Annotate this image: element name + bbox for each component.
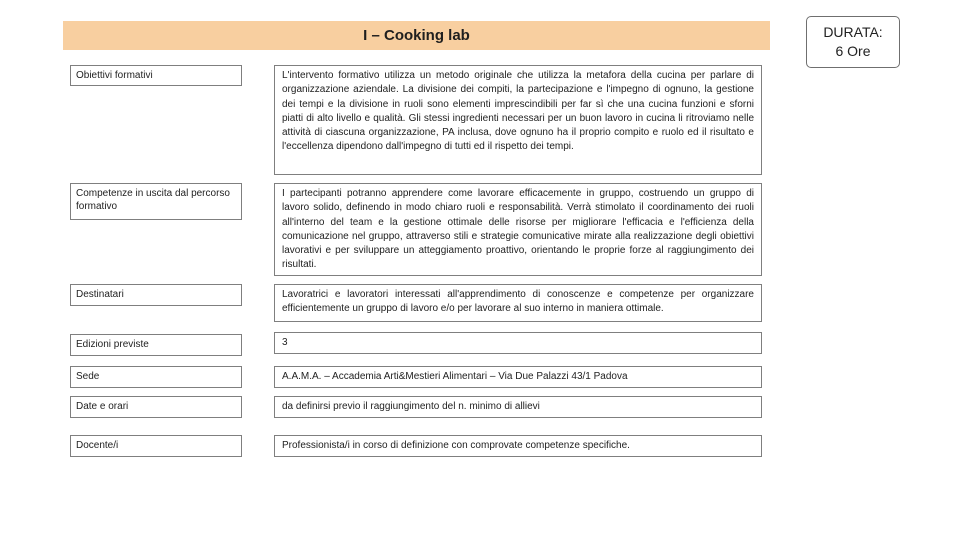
page-title-text: I – Cooking lab [363, 27, 470, 44]
duration-box [806, 16, 900, 68]
label-sede: Sede [70, 366, 242, 388]
value-edizioni-previste: 3 [274, 332, 762, 354]
value-destinatari: Lavoratrici e lavoratori interessati all'apprendimento di conoscenze e competenze per organizzare efficientemente un gruppo di lavoro e/o per lavorare al suo interno in maniera ottimale. [274, 284, 762, 322]
value-competenze-in-uscita: I partecipanti potranno apprendere come lavorare efficacemente in gruppo, costruendo un gruppo di lavoro solido, definendo in modo chiaro ruoli e responsabilità. Verrà stimolato il coordinamento dei ruoli all'interno del team e la gestione ottimale delle risorse per migliorare l'efficacia e l'efficienza della comunicazione nel gruppo, attraverso stili e strategie comunicative mirate alla realizzazione degli obiettivi lavorativi e per sviluppare un atteggiamento proattivo, orientando le proprie forze al raggiungimento dei risultati. [274, 183, 762, 276]
page-title [63, 21, 770, 50]
value-obiettivi-formativi: L'intervento formativo utilizza un metodo originale che utilizza la metafora della cucina per parlare di organizzazione aziendale. La divisione dei compiti, la partecipazione e l'impegno di ognuno, la gestione dei tempi e la divisione in ruoli sono elementi imprescindibili per far sì che una cucina funzioni e sforni piatti di alto livello e qualità. Gli stessi ingredienti necessari per un buon lavoro in cucina li ritroviamo nelle attività di ciascuna organizzazione, PA inclusa, dove ognuno ha il proprio compito e ruolo ed il risultato e l'eccellenza dipendono dall'impegno di tutti ed il rispetto dei tempi. [274, 65, 762, 175]
duration-label: DURATA: [823, 24, 883, 40]
label-destinatari: Destinatari [70, 284, 242, 306]
duration-value: 6 Ore [835, 43, 871, 59]
label-date-e-orari: Date e orari [70, 396, 242, 418]
value-docenti: Professionista/i in corso di definizione con comprovate competenze specifiche. [274, 435, 762, 457]
label-competenze-in-uscita: Competenze in uscita dal percorso formativo [70, 183, 242, 220]
label-docenti: Docente/i [70, 435, 242, 457]
value-date-e-orari: da definirsi previo il raggiungimento del n. minimo di allievi [274, 396, 762, 418]
label-edizioni-previste: Edizioni previste [70, 334, 242, 356]
value-sede: A.A.M.A. – Accademia Arti&Mestieri Alimentari – Via Due Palazzi 43/1 Padova [274, 366, 762, 388]
label-obiettivi-formativi: Obiettivi formativi [70, 65, 242, 86]
